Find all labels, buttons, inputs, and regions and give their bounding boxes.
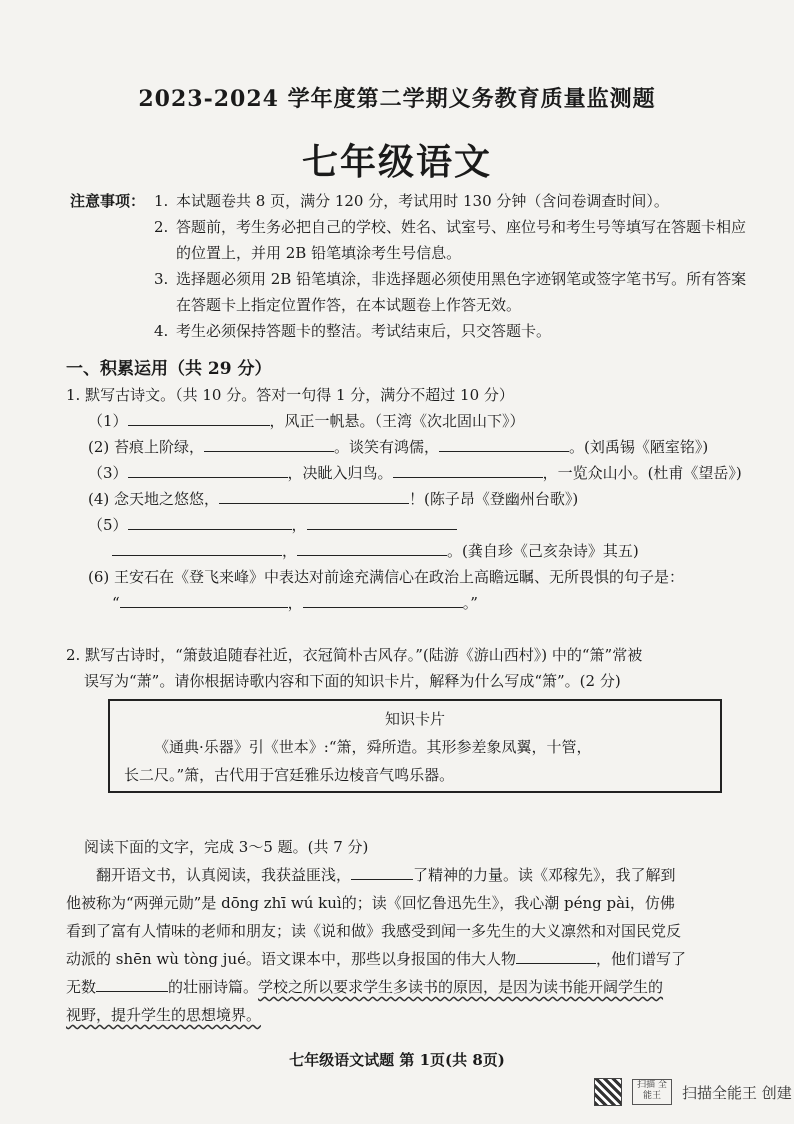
notice-item: 1. 本试题卷共 8 页，满分 120 分，考试用时 130 分钟（含问卷调查时间）。 [154, 192, 669, 210]
passage-line: 无数 的壮丽诗篇。学校之所以要求学生多读书的原因，是因为读书能开阔学生的 [66, 978, 664, 996]
question-stem: 1. 默写古诗文。（共 10 分。答对一句得 1 分，满分不超过 10 分） [66, 386, 514, 404]
scanner-watermark [594, 1078, 792, 1106]
passage-intro: 阅读下面的文字，完成 3～5 题。(共 7 分) [84, 838, 369, 856]
qr-code-icon [594, 1078, 622, 1106]
recitation-line: （5） ， [66, 512, 746, 538]
reading-passage [66, 833, 756, 1029]
answer-blank[interactable] [297, 541, 447, 556]
question-2 [66, 642, 746, 694]
question-1 [66, 382, 746, 616]
recitation-line: （3） ，决眦入归鸟。 ，一览众山小。(杜甫《望岳》) [88, 464, 742, 482]
card-title: 知识卡片 [384, 710, 445, 728]
notice-item: 3. 选择题必须用 2B 铅笔填涂，非选择题必须使用黑色字迹钢笔或签字笔书写。所有答案在答题卡上指定位置作答，在本试题卷上作答无效。 [154, 270, 747, 314]
answer-blank[interactable] [439, 437, 569, 452]
passage-line: 看到了富有人情味的老师和朋友；读《说和做》我感受到闻一多先生的大义凛然和对国民党反 [66, 922, 682, 940]
exam-title: 2023-2024 学年度第二学期义务教育质量监测题 [138, 86, 656, 112]
answer-blank[interactable] [96, 977, 168, 992]
wavy-underlined-sentence: 视野，提升学生的思想境界。 [66, 1006, 262, 1024]
answer-blank[interactable] [393, 463, 543, 478]
answer-blank[interactable] [128, 463, 288, 478]
answer-blank[interactable] [351, 865, 413, 880]
subject-title: 七年级语文 [301, 141, 492, 183]
watermark-text: 扫描全能王 创建 [682, 1083, 792, 1102]
answer-blank[interactable] [303, 593, 463, 608]
wavy-underlined-sentence: 学校之所以要求学生多读书的原因，是因为读书能开阔学生的 [258, 978, 664, 996]
question-stem: 2. 默写古诗时，“箫鼓追随春社近，衣冠简朴古风存。”(陆游《游山西村》) 中的“箫”常被 [66, 646, 643, 664]
answer-blank[interactable] [128, 515, 292, 530]
question-stem: 误写为“萧”。请你根据诗歌内容和下面的知识卡片，解释为什么写成“箫”。(2 分) [84, 672, 621, 690]
recitation-line: “ ， 。” [112, 594, 478, 612]
passage-line: 翻开语文书，认真阅读，我获益匪浅， 了精神的力量。读《邓稼先》，我了解到 [96, 866, 676, 884]
card-text: 长二尺。”箫，古代用于宫廷雅乐边棱音气鸣乐器。 [124, 766, 455, 784]
answer-blank[interactable] [128, 411, 270, 426]
recitation-line: (4) 念天地之悠悠， ！(陈子昂《登幽州台歌》) [88, 490, 579, 508]
answer-blank[interactable] [120, 593, 288, 608]
passage-line [66, 1001, 756, 1029]
recitation-line: ， 。(龚自珍《己亥杂诗》其五) [66, 538, 746, 564]
answer-blank[interactable] [219, 489, 409, 504]
passage-line: 动派的 shēn wù tòng jué。语文课本中，那些以身报国的伟大人物 ，他们谱写了 [66, 950, 686, 968]
page-footer: 七年级语文试题 第 1页(共 8页) [289, 1051, 505, 1069]
recitation-line: (2) 苔痕上阶绿， 。谈笑有鸿儒， 。(刘禹锡《陋室铭》) [88, 438, 709, 456]
section-heading: 一、积累运用（共 29 分） [66, 359, 272, 379]
notice-item: 4. 考生必须保持答题卡的整洁。考试结束后，只交答题卡。 [154, 322, 552, 340]
recitation-line: （1） ，风正一帆悬。（王湾《次北固山下》） [88, 412, 525, 430]
card-text: 《通典·乐器》引《世本》:“箫，舜所造。其形参差象凤翼，十管， [154, 738, 592, 756]
passage-line: 他被称为“两弹元勋”是 dōng zhī wú kuì的；读《回忆鲁迅先生》，我心潮 péng pài，仿佛 [66, 894, 675, 912]
answer-blank[interactable] [516, 949, 596, 964]
notice-block [70, 188, 750, 344]
recitation-line: (6) 王安石在《登飞来峰》中表达对前途充满信心在政治上高瞻远瞩、无所畏惧的句子是： [88, 568, 685, 586]
answer-blank[interactable] [307, 515, 457, 530]
notice-label: 注意事项： [70, 192, 146, 210]
scanner-logo-icon: 扫描 全能王 [632, 1079, 672, 1105]
notice-item: 2. 答题前，考生务必把自己的学校、姓名、试室号、座位号和考生号等填写在答题卡相应的位置上，并用 2B 铅笔填涂考生号信息。 [154, 218, 747, 262]
answer-blank[interactable] [112, 541, 282, 556]
answer-blank[interactable] [204, 437, 334, 452]
knowledge-card [108, 699, 722, 793]
